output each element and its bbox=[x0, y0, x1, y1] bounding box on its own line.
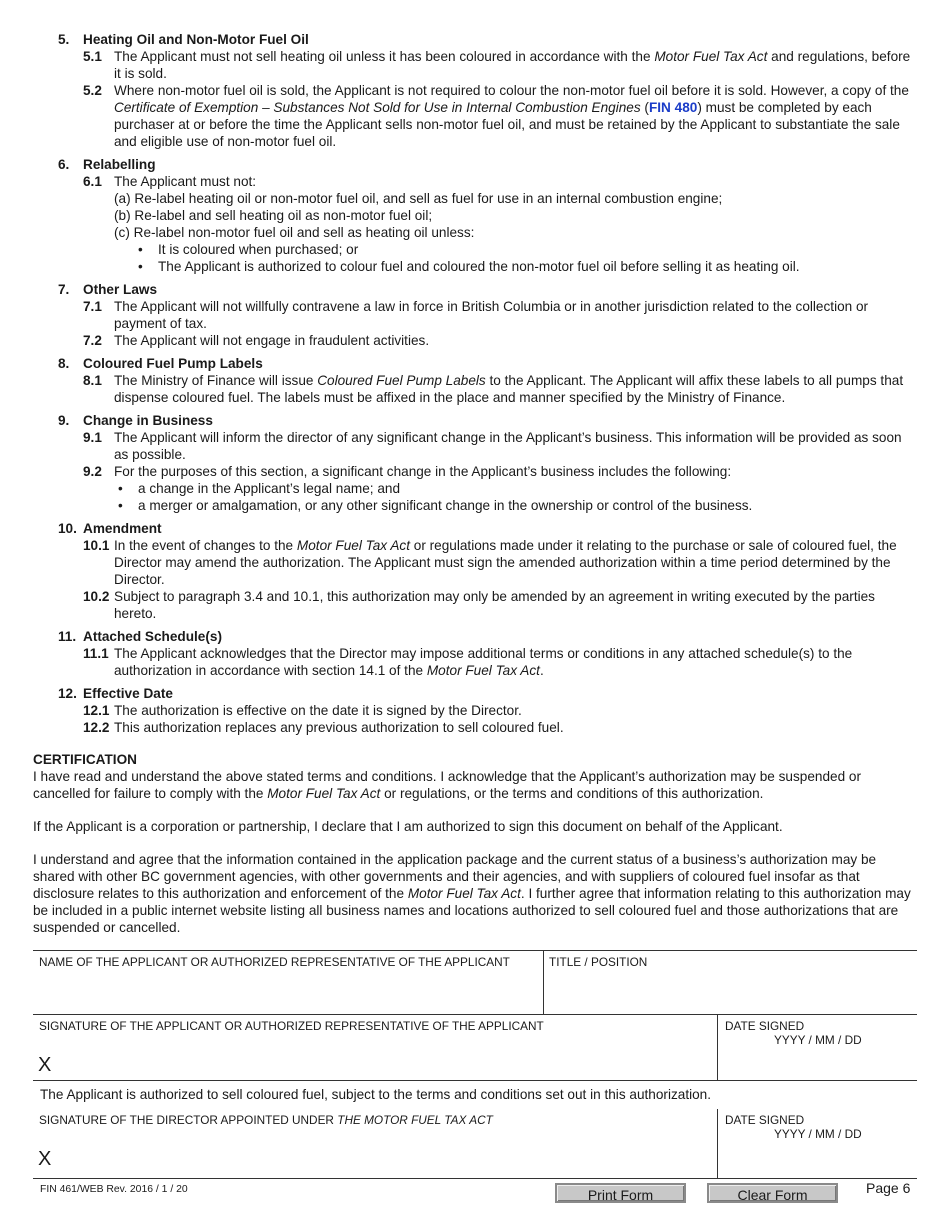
clause-body: Subject to paragraph 3.4 and 10.1, this authorization may only be amended by an agreement in writing executed by the parties hereto. bbox=[114, 589, 875, 621]
section-heading bbox=[58, 628, 917, 645]
clause-body: The Applicant must not: bbox=[114, 174, 257, 189]
clause-body: The Applicant must not sell heating oil unless it has been coloured in accordance with the bbox=[114, 49, 655, 64]
clause-body: The authorization is effective on the date it is signed by the Director. bbox=[114, 703, 522, 718]
sub-item: (c) Re-label non-motor fuel oil and sell as heating oil unless: bbox=[114, 225, 475, 240]
clause-body: or regulations made under it relating to the purchase or sale of coloured fuel, the Director may amend the authorization. The Applicant must sign the amended authorization within a time period determined by the Director. bbox=[114, 538, 897, 587]
clause-body: The Applicant will not engage in fraudulent activities. bbox=[114, 333, 430, 348]
director-section bbox=[33, 1080, 917, 1179]
section-8 bbox=[58, 355, 917, 406]
clause-text bbox=[114, 588, 917, 622]
section-number: 9. bbox=[58, 413, 70, 428]
bullet-item bbox=[114, 480, 917, 497]
clause-number: 12.2 bbox=[83, 720, 110, 735]
act-title: Motor Fuel Tax Act bbox=[426, 663, 540, 678]
clause-number: 10.1 bbox=[83, 538, 110, 553]
clause bbox=[83, 463, 917, 514]
section-heading bbox=[58, 156, 917, 173]
section-6 bbox=[58, 156, 917, 275]
bullet-dot: • bbox=[118, 481, 123, 496]
section-7 bbox=[58, 281, 917, 349]
section-12 bbox=[58, 685, 917, 736]
clause bbox=[83, 372, 917, 406]
clause-number: 9.2 bbox=[83, 464, 102, 479]
applicant-signature-label: SIGNATURE OF THE APPLICANT OR AUTHORIZED REPRESENTATIVE OF THE APPLICANT bbox=[39, 1019, 544, 1033]
clause-body: Where non-motor fuel oil is sold, the Applicant is not required to colour the non-motor fuel oil before it is sold. However, a copy of the bbox=[114, 83, 909, 98]
para-text: I understand and agree that the information contained in the application package and the current status of a business’s authorization may be shared with other BC government agencies, with other governments and their agencies, and with suppliers of coloured fuel insofar as that disclosure relates to this authorization and enforcement of the bbox=[33, 852, 877, 901]
clause bbox=[83, 702, 917, 719]
bullet-item bbox=[114, 241, 917, 258]
certification-para-2: If the Applicant is a corporation or partnership, I declare that I am authorized to sign this document on behalf of the Applicant. bbox=[33, 819, 783, 834]
clause bbox=[83, 719, 917, 736]
bullet-item bbox=[114, 258, 917, 275]
section-number: 12. bbox=[58, 686, 77, 701]
clause-number: 5.2 bbox=[83, 83, 102, 98]
section-heading bbox=[58, 520, 917, 537]
applicant-date-label: DATE SIGNED bbox=[725, 1019, 805, 1033]
clause-number: 12.1 bbox=[83, 703, 110, 718]
para-text: I have read and understand the above stated terms and conditions. I acknowledge that the Applicant’s authorization may be suspended or cancelled for failure to comply with the bbox=[33, 769, 862, 801]
clause-body: The Applicant acknowledges that the Director may impose additional terms or conditions in any attached schedule(s) to the authorization in accordance with section 14.1 of the bbox=[114, 646, 853, 678]
sub-item: (a) Re-label heating oil or non-motor fuel oil, and sell as fuel for use in an internal combustion engine; bbox=[114, 191, 723, 206]
certification-para-1 bbox=[33, 768, 917, 802]
act-title: Motor Fuel Tax Act bbox=[654, 49, 768, 64]
clause-body: This authorization replaces any previous authorization to sell coloured fuel. bbox=[114, 720, 564, 735]
act-title: Motor Fuel Tax Act bbox=[296, 538, 410, 553]
bullet-item bbox=[114, 497, 917, 514]
clause-number: 9.1 bbox=[83, 430, 102, 445]
section-10 bbox=[58, 520, 917, 622]
bullet-text: a merger or amalgamation, or any other significant change in the ownership or control of the business. bbox=[138, 498, 753, 513]
bullet-text: The Applicant is authorized to colour fuel and coloured the non-motor fuel oil before selling it as heating oil. bbox=[158, 259, 800, 274]
bullet-dot: • bbox=[138, 259, 143, 274]
clause-body: . bbox=[539, 663, 544, 678]
clause-number: 5.1 bbox=[83, 49, 102, 64]
section-number: 5. bbox=[58, 32, 70, 47]
clause-number: 11.1 bbox=[83, 646, 109, 661]
signature-table bbox=[33, 950, 917, 1177]
bullet-text: It is coloured when purchased; or bbox=[158, 242, 359, 257]
act-title: Certificate of Exemption – Substances Not Sold for Use in Internal Combustion Engines bbox=[114, 100, 641, 115]
applicant-date-format: YYYY / MM / DD bbox=[774, 1033, 862, 1047]
clause-text bbox=[114, 82, 917, 150]
print-form-button[interactable]: Print Form bbox=[555, 1183, 686, 1203]
name-title-row bbox=[33, 950, 917, 1015]
authorized-statement: The Applicant is authorized to sell coloured fuel, subject to the terms and conditions set out in this authorization. bbox=[40, 1087, 712, 1102]
section-number: 6. bbox=[58, 157, 70, 172]
clause-body: The Ministry of Finance will issue bbox=[114, 373, 318, 388]
clause-body: The Applicant will inform the director of any significant change in the Applicant’s business. This information will be provided as soon as possible. bbox=[114, 430, 902, 462]
section-5 bbox=[58, 31, 917, 150]
fin-480-link[interactable]: FIN 480 bbox=[648, 100, 698, 115]
clear-form-button[interactable]: Clear Form bbox=[707, 1183, 838, 1203]
clause-text bbox=[114, 372, 917, 406]
director-date-format: YYYY / MM / DD bbox=[774, 1127, 862, 1141]
clause-text bbox=[114, 463, 917, 514]
section-title: Heating Oil and Non-Motor Fuel Oil bbox=[83, 32, 309, 47]
para-text: . I further agree that information relating to this authorization may be included in a public internet website listing all business names and locations authorized to sell coloured fuel and those authorizations that are suspended or cancelled. bbox=[33, 886, 911, 935]
clause-body: and regulations, before it is sold. bbox=[114, 49, 911, 81]
clause-text bbox=[114, 48, 917, 82]
form-code: FIN 461/WEB Rev. 2016 / 1 / 20 bbox=[40, 1184, 188, 1195]
clause-text bbox=[114, 332, 917, 349]
director-date-label: DATE SIGNED bbox=[725, 1113, 805, 1127]
clause-number: 7.2 bbox=[83, 333, 102, 348]
clause bbox=[83, 48, 917, 82]
sub-item: (b) Re-label and sell heating oil as non-motor fuel oil; bbox=[114, 208, 433, 223]
bullet-text: a change in the Applicant’s legal name; and bbox=[138, 481, 400, 496]
clause-body: ) must be completed by each purchaser at or before the time the Applicant sells non-motor fuel oil, and must be retained by the Applicant to substantiate the sale and eligible use of non-motor fuel oil. bbox=[114, 100, 900, 149]
bullet-dot: • bbox=[138, 242, 143, 257]
applicant-signature-x: X bbox=[38, 1054, 52, 1076]
section-number: 8. bbox=[58, 356, 70, 371]
para-text: or regulations, or the terms and conditions of this authorization. bbox=[380, 786, 764, 801]
section-9 bbox=[58, 412, 917, 514]
title-field-label: TITLE / POSITION bbox=[549, 955, 648, 969]
name-field-label: NAME OF THE APPLICANT OR AUTHORIZED REPRESENTATIVE OF THE APPLICANT bbox=[39, 955, 510, 969]
bullet-dot: • bbox=[118, 498, 123, 513]
director-signature-label: SIGNATURE OF THE DIRECTOR APPOINTED UNDER THE MOTOR FUEL TAX ACT bbox=[39, 1113, 493, 1127]
clause-number: 10.2 bbox=[83, 589, 110, 604]
terms-body bbox=[33, 31, 917, 936]
clause-body: to the Applicant. The Applicant will affix these labels to all pumps that dispense coloured fuel. The labels must be affixed in the place and manner specified by the Ministry of Finance. bbox=[114, 373, 904, 405]
section-number: 11. bbox=[58, 629, 77, 644]
section-title: Coloured Fuel Pump Labels bbox=[83, 356, 263, 371]
clause-text bbox=[114, 719, 917, 736]
section-title: Relabelling bbox=[83, 157, 156, 172]
section-heading bbox=[58, 412, 917, 429]
section-number: 7. bbox=[58, 282, 70, 297]
clause-body: The Applicant will not willfully contravene a law in force in British Columbia or in another jurisdiction related to the collection or payment of tax. bbox=[114, 299, 869, 331]
clause-text bbox=[114, 645, 917, 679]
clause-body: For the purposes of this section, a significant change in the Applicant’s business includes the following: bbox=[114, 464, 732, 479]
certification-para-3 bbox=[33, 851, 917, 936]
clause-text bbox=[114, 537, 917, 588]
act-title: Coloured Fuel Pump Labels bbox=[317, 373, 486, 388]
clause bbox=[83, 429, 917, 463]
clause bbox=[83, 332, 917, 349]
clause-body: ( bbox=[640, 100, 649, 115]
section-title: Attached Schedule(s) bbox=[83, 629, 222, 644]
section-title: Change in Business bbox=[83, 413, 213, 428]
section-11 bbox=[58, 628, 917, 679]
page-number: Page 6 bbox=[866, 1180, 911, 1196]
director-signature-x: X bbox=[38, 1148, 52, 1170]
section-title: Amendment bbox=[83, 521, 162, 536]
clause-body: In the event of changes to the bbox=[114, 538, 297, 553]
section-heading bbox=[58, 355, 917, 372]
clause bbox=[83, 645, 917, 679]
clause-text bbox=[114, 298, 917, 332]
clause bbox=[83, 298, 917, 332]
clause bbox=[83, 82, 917, 150]
clause-text bbox=[114, 429, 917, 463]
clause-number: 8.1 bbox=[83, 373, 102, 388]
clause-text bbox=[114, 702, 917, 719]
clause-number: 7.1 bbox=[83, 299, 102, 314]
clause bbox=[83, 173, 917, 275]
section-heading bbox=[58, 685, 917, 702]
section-title: Other Laws bbox=[83, 282, 158, 297]
clause-text bbox=[114, 173, 917, 275]
section-title: Effective Date bbox=[83, 686, 173, 701]
section-heading bbox=[58, 281, 917, 298]
clause bbox=[83, 588, 917, 622]
section-number: 10. bbox=[58, 521, 77, 536]
act-title: Motor Fuel Tax Act bbox=[267, 786, 381, 801]
act-title: Motor Fuel Tax Act bbox=[407, 886, 521, 901]
certification-title: CERTIFICATION bbox=[33, 752, 137, 767]
clause-number: 6.1 bbox=[83, 174, 102, 189]
section-heading bbox=[58, 31, 917, 48]
clause bbox=[83, 537, 917, 588]
applicant-signature-row bbox=[33, 1014, 917, 1081]
